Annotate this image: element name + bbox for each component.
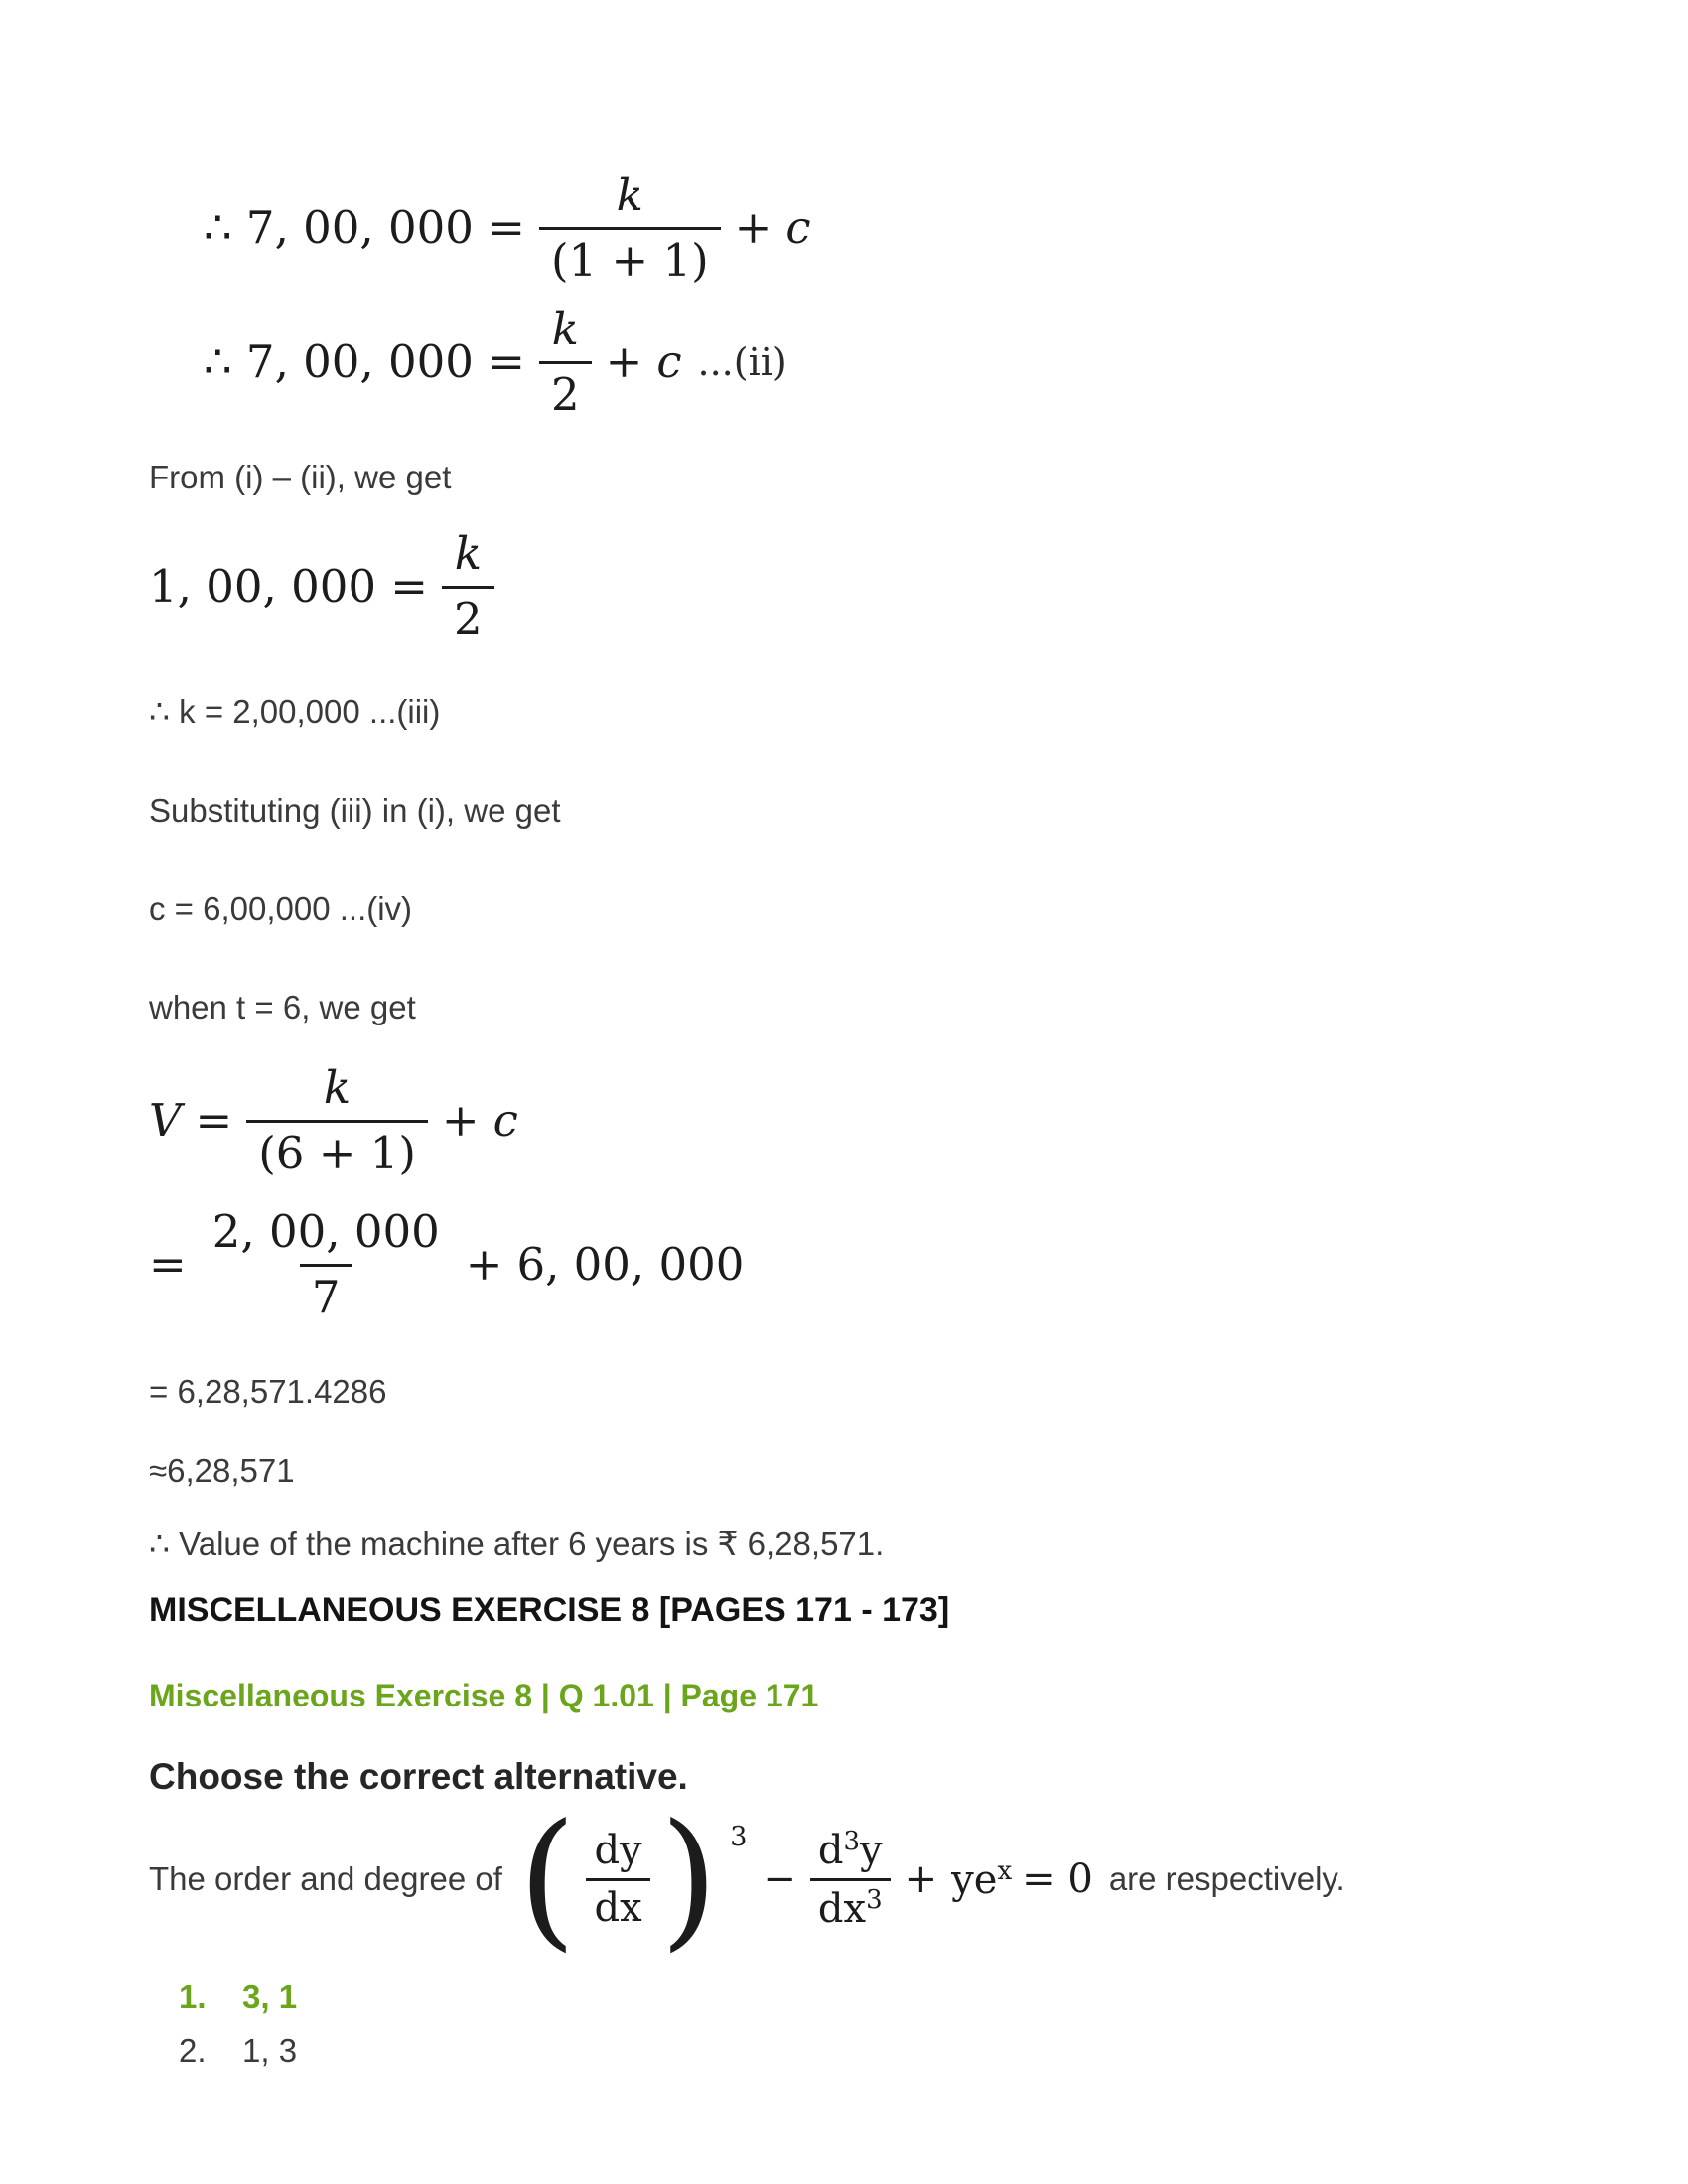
fraction-numerator: 2, 00, 000 [211, 1205, 440, 1259]
ye-symbol: ye [951, 1856, 998, 1903]
exercise-heading: MISCELLANEOUS EXERCISE 8 [PAGES 171 - 173] [149, 1591, 950, 1629]
variable-c: c [492, 1094, 518, 1148]
equation-4 [149, 1063, 1599, 1177]
option-number: 2. [179, 2032, 207, 2069]
option-label: 1, 3 [242, 2032, 298, 2069]
plus-operator: + [904, 1856, 938, 1902]
y-symbol: y [860, 1828, 883, 1873]
sup-3: 3 [866, 1885, 883, 1915]
approx-line: ≈6,28,571 [149, 1451, 295, 1489]
equation-1 [204, 171, 1599, 285]
fraction-numerator: k [551, 303, 579, 355]
c-value-line: c = 6,00,000 ...(iv) [149, 889, 413, 927]
sup-3: 3 [843, 1827, 861, 1856]
equals-operator: = [149, 1238, 187, 1292]
plus-operator: + [734, 202, 773, 254]
dx-symbol: dx [817, 1886, 867, 1932]
variable-c: c [785, 202, 811, 254]
fraction-denominator: (6 + 1) [246, 1120, 428, 1178]
fraction-denominator: dx [586, 1878, 649, 1930]
from-line: From (i) – (ii), we get [149, 459, 452, 495]
fraction [442, 529, 494, 643]
question-prompt: Choose the correct alternative. [149, 1756, 688, 1797]
option-2 [179, 2032, 1599, 2070]
option-1 [179, 1979, 1599, 2016]
equation-5 [149, 1207, 1599, 1321]
fraction-d3y-dx3 [810, 1828, 891, 1931]
fraction-denominator: (1 + 1) [539, 227, 721, 286]
fraction-numerator: k [454, 527, 482, 581]
variable-c: c [656, 336, 682, 388]
option-number: 1. [179, 1979, 207, 2015]
fraction-numerator: k [323, 1061, 352, 1115]
exponent-3: 3 [730, 1822, 748, 1852]
option-label: 3, 1 [242, 1979, 298, 2015]
fraction-denominator [810, 1878, 891, 1931]
ye-term [951, 1856, 1012, 1903]
plus-operator: + [605, 336, 643, 388]
plus-operator: + [441, 1094, 480, 1148]
options-list [149, 1979, 1599, 2070]
fraction-denominator: 2 [442, 586, 494, 644]
fraction [539, 171, 721, 285]
exercise-breadcrumb-link[interactable]: Miscellaneous Exercise 8 | Q 1.01 | Page 171 [149, 1678, 819, 1713]
fraction-numerator: dy [594, 1828, 642, 1873]
fraction-numerator: k [616, 169, 643, 221]
fraction-dy-dx [586, 1829, 649, 1930]
result-line: = 6,28,571.4286 [149, 1373, 387, 1411]
sup-x: x [997, 1855, 1013, 1886]
fraction [246, 1063, 428, 1177]
question-lead: The order and degree of [149, 1860, 502, 1897]
equation-1-lead: ∴ 7, 00, 000 = [204, 202, 525, 254]
d-symbol: d [817, 1828, 844, 1873]
question-trail: are respectively. [1108, 1860, 1345, 1897]
fraction-denominator: 7 [300, 1264, 352, 1322]
equation-2 [204, 305, 1599, 419]
variable-V: V [149, 1094, 182, 1148]
when-line: when t = 6, we get [149, 989, 416, 1025]
plus-operator: + [465, 1238, 503, 1292]
fraction [539, 305, 592, 419]
question-math: ( $\frac{dy}{dx}$ ) 3 − $\frac{d^3y}{dx^3}$ + $ye^x$ = 0 [517, 1793, 1093, 1966]
equation-3 [149, 529, 1599, 643]
equation-ref-ii: ...(ii) [697, 340, 787, 384]
k-value-line: ∴ k = 2,00,000 ...(iii) [149, 693, 441, 731]
fraction [201, 1207, 452, 1321]
machine-value-line: ∴ Value of the machine after 6 years is ₹ 6,28,571. [149, 1524, 885, 1562]
fraction-denominator: 2 [539, 361, 592, 420]
fraction-numerator [810, 1828, 891, 1878]
minus-operator: − [763, 1856, 796, 1902]
equals-operator: = [195, 1094, 233, 1148]
equals-zero: = 0 [1022, 1856, 1093, 1902]
question-text-row [149, 1793, 1599, 1966]
substitute-line: Substituting (iii) in (i), we get [149, 791, 561, 829]
equation-2-lead: ∴ 7, 00, 000 = [204, 336, 525, 388]
tail-number: 6, 00, 000 [516, 1238, 745, 1292]
equation-3-lead: 1, 00, 000 = [149, 560, 429, 614]
